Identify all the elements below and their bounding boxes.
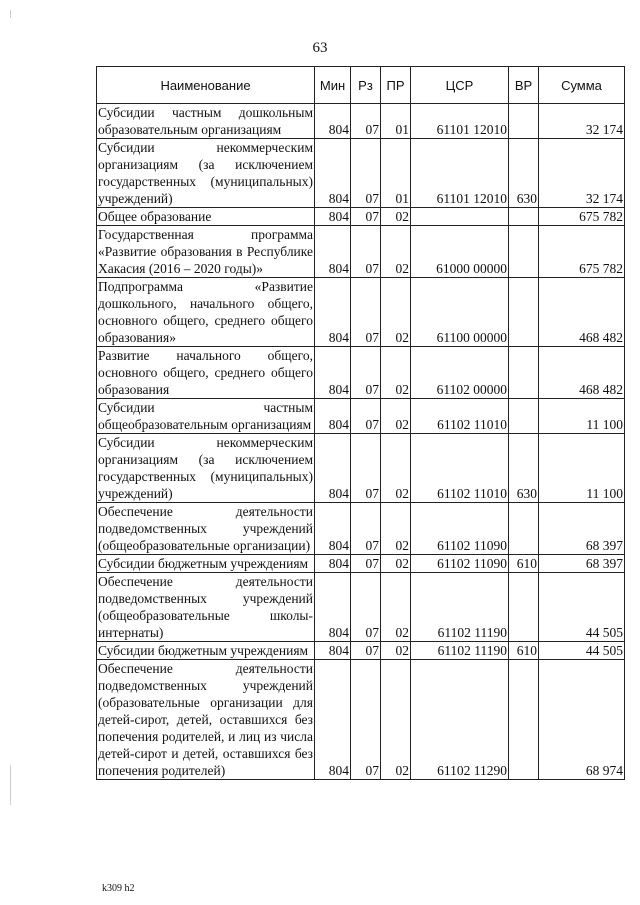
cell-min: 804: [315, 642, 351, 660]
budget-table: [96, 66, 625, 780]
cell-rz: 07: [351, 660, 381, 780]
cell-pr: 02: [381, 208, 411, 226]
cell-vr: [509, 573, 539, 642]
cell-pr: 02: [381, 399, 411, 434]
cell-sum: 68 397: [539, 555, 625, 573]
cell-pr: 02: [381, 642, 411, 660]
cell-pr: 01: [381, 139, 411, 208]
scan-margin-mark: [10, 10, 11, 18]
cell-min: 804: [315, 208, 351, 226]
cell-name: Обеспечение деятельности подведомственных учреждений (образовательные организации для детей-сирот, детей, оставшихся без попечения родителей, и лиц из числа детей-сирот и детей, оставшихся без попечения родителей): [98, 661, 313, 778]
cell-pr: 02: [381, 347, 411, 399]
cell-rz: 07: [351, 434, 381, 503]
cell-vr: [509, 278, 539, 347]
cell-csr: 61102 11010: [411, 399, 509, 434]
table-header-row: [97, 67, 625, 104]
cell-pr: 02: [381, 503, 411, 555]
cell-pr: 02: [381, 555, 411, 573]
cell-min: 804: [315, 660, 351, 780]
cell-csr: 61102 11010: [411, 434, 509, 503]
table-row: [97, 642, 625, 660]
cell-pr: 01: [381, 104, 411, 139]
table-row: [97, 660, 625, 780]
cell-csr: 61102 11290: [411, 660, 509, 780]
cell-csr: 61102 11090: [411, 555, 509, 573]
cell-pr: 02: [381, 573, 411, 642]
cell-csr: 61102 11090: [411, 503, 509, 555]
cell-sum: 32 174: [539, 139, 625, 208]
cell-rz: 07: [351, 642, 381, 660]
cell-csr: [411, 208, 509, 226]
cell-sum: 68 974: [539, 660, 625, 780]
cell-vr: [509, 104, 539, 139]
cell-rz: 07: [351, 399, 381, 434]
cell-csr: 61100 00000: [411, 278, 509, 347]
cell-name: Общее образование: [97, 208, 315, 226]
cell-name: Субсидии частным дошкольным образовательным организациям: [98, 105, 313, 137]
cell-min: 804: [315, 278, 351, 347]
cell-sum: 468 482: [539, 347, 625, 399]
cell-min: 804: [315, 104, 351, 139]
table-row: [97, 555, 625, 573]
cell-rz: 07: [351, 347, 381, 399]
cell-min: 804: [315, 347, 351, 399]
cell-rz: 07: [351, 139, 381, 208]
cell-sum: 11 100: [539, 434, 625, 503]
cell-csr: 61102 11190: [411, 573, 509, 642]
table-row: [97, 278, 625, 347]
table-body: [97, 104, 625, 780]
cell-vr: [509, 208, 539, 226]
cell-min: 804: [315, 399, 351, 434]
cell-sum: 32 174: [539, 104, 625, 139]
cell-csr: 61000 00000: [411, 226, 509, 278]
cell-vr: 610: [509, 555, 539, 573]
cell-min: 804: [315, 226, 351, 278]
cell-vr: [509, 226, 539, 278]
table-row: [97, 208, 625, 226]
cell-min: 804: [315, 503, 351, 555]
cell-sum: 675 782: [539, 226, 625, 278]
table-row: [97, 139, 625, 208]
cell-pr: 02: [381, 226, 411, 278]
header-pr: ПР: [381, 67, 411, 104]
header-csr: ЦСР: [411, 67, 509, 104]
cell-name: Государственная программа «Развитие образования в Республике Хакасия (2016 – 2020 годы)»: [98, 227, 313, 276]
cell-sum: 675 782: [539, 208, 625, 226]
cell-name: Субсидии некоммерческим организациям (за исключением государственных (муниципальных) учреждений): [98, 435, 313, 501]
table-row: [97, 399, 625, 434]
header-min: Мин: [315, 67, 351, 104]
cell-vr: [509, 660, 539, 780]
scan-margin-mark: [10, 765, 11, 805]
cell-min: 804: [315, 434, 351, 503]
table-row: [97, 503, 625, 555]
cell-csr: 61101 12010: [411, 139, 509, 208]
cell-name: Обеспечение деятельности подведомственных учреждений (общеобразовательные организации): [98, 504, 313, 553]
cell-sum: 44 505: [539, 642, 625, 660]
cell-csr: 61102 11190: [411, 642, 509, 660]
cell-name: Подпрограмма «Развитие дошкольного, начального общего, основного общего, среднего общего образования»: [98, 279, 313, 345]
cell-rz: 07: [351, 555, 381, 573]
cell-name: Субсидии бюджетным учреждениям: [97, 555, 315, 573]
footer-code: k309 h2: [102, 883, 135, 894]
cell-vr: [509, 503, 539, 555]
cell-vr: 630: [509, 139, 539, 208]
cell-name: Субсидии некоммерческим организациям (за исключением государственных (муниципальных) учреждений): [98, 140, 313, 206]
cell-pr: 02: [381, 660, 411, 780]
header-rz: Рз: [351, 67, 381, 104]
cell-csr: 61101 12010: [411, 104, 509, 139]
table-row: [97, 226, 625, 278]
cell-min: 804: [315, 555, 351, 573]
cell-vr: 630: [509, 434, 539, 503]
table-row: [97, 347, 625, 399]
cell-rz: 07: [351, 104, 381, 139]
cell-rz: 07: [351, 503, 381, 555]
cell-pr: 02: [381, 434, 411, 503]
cell-csr: 61102 00000: [411, 347, 509, 399]
cell-min: 804: [315, 139, 351, 208]
cell-vr: 610: [509, 642, 539, 660]
cell-rz: 07: [351, 226, 381, 278]
cell-name: Обеспечение деятельности подведомственных учреждений (общеобразовательные школы-интернаты): [98, 574, 313, 640]
table-row: [97, 573, 625, 642]
header-name: Наименование: [97, 67, 315, 104]
cell-sum: 68 397: [539, 503, 625, 555]
cell-rz: 07: [351, 573, 381, 642]
cell-sum: 11 100: [539, 399, 625, 434]
table-row: [97, 434, 625, 503]
table-row: [97, 104, 625, 139]
cell-vr: [509, 399, 539, 434]
cell-rz: 07: [351, 208, 381, 226]
cell-name: Развитие начального общего, основного общего, среднего общего образования: [98, 348, 313, 397]
header-vr: ВР: [509, 67, 539, 104]
cell-name: Субсидии частным общеобразовательным организациям: [98, 400, 313, 432]
cell-pr: 02: [381, 278, 411, 347]
cell-min: 804: [315, 573, 351, 642]
header-sum: Сумма: [539, 67, 625, 104]
cell-name: Субсидии бюджетным учреждениям: [97, 642, 315, 660]
cell-sum: 44 505: [539, 573, 625, 642]
cell-vr: [509, 347, 539, 399]
cell-sum: 468 482: [539, 278, 625, 347]
cell-rz: 07: [351, 278, 381, 347]
page-number: 63: [312, 40, 328, 56]
